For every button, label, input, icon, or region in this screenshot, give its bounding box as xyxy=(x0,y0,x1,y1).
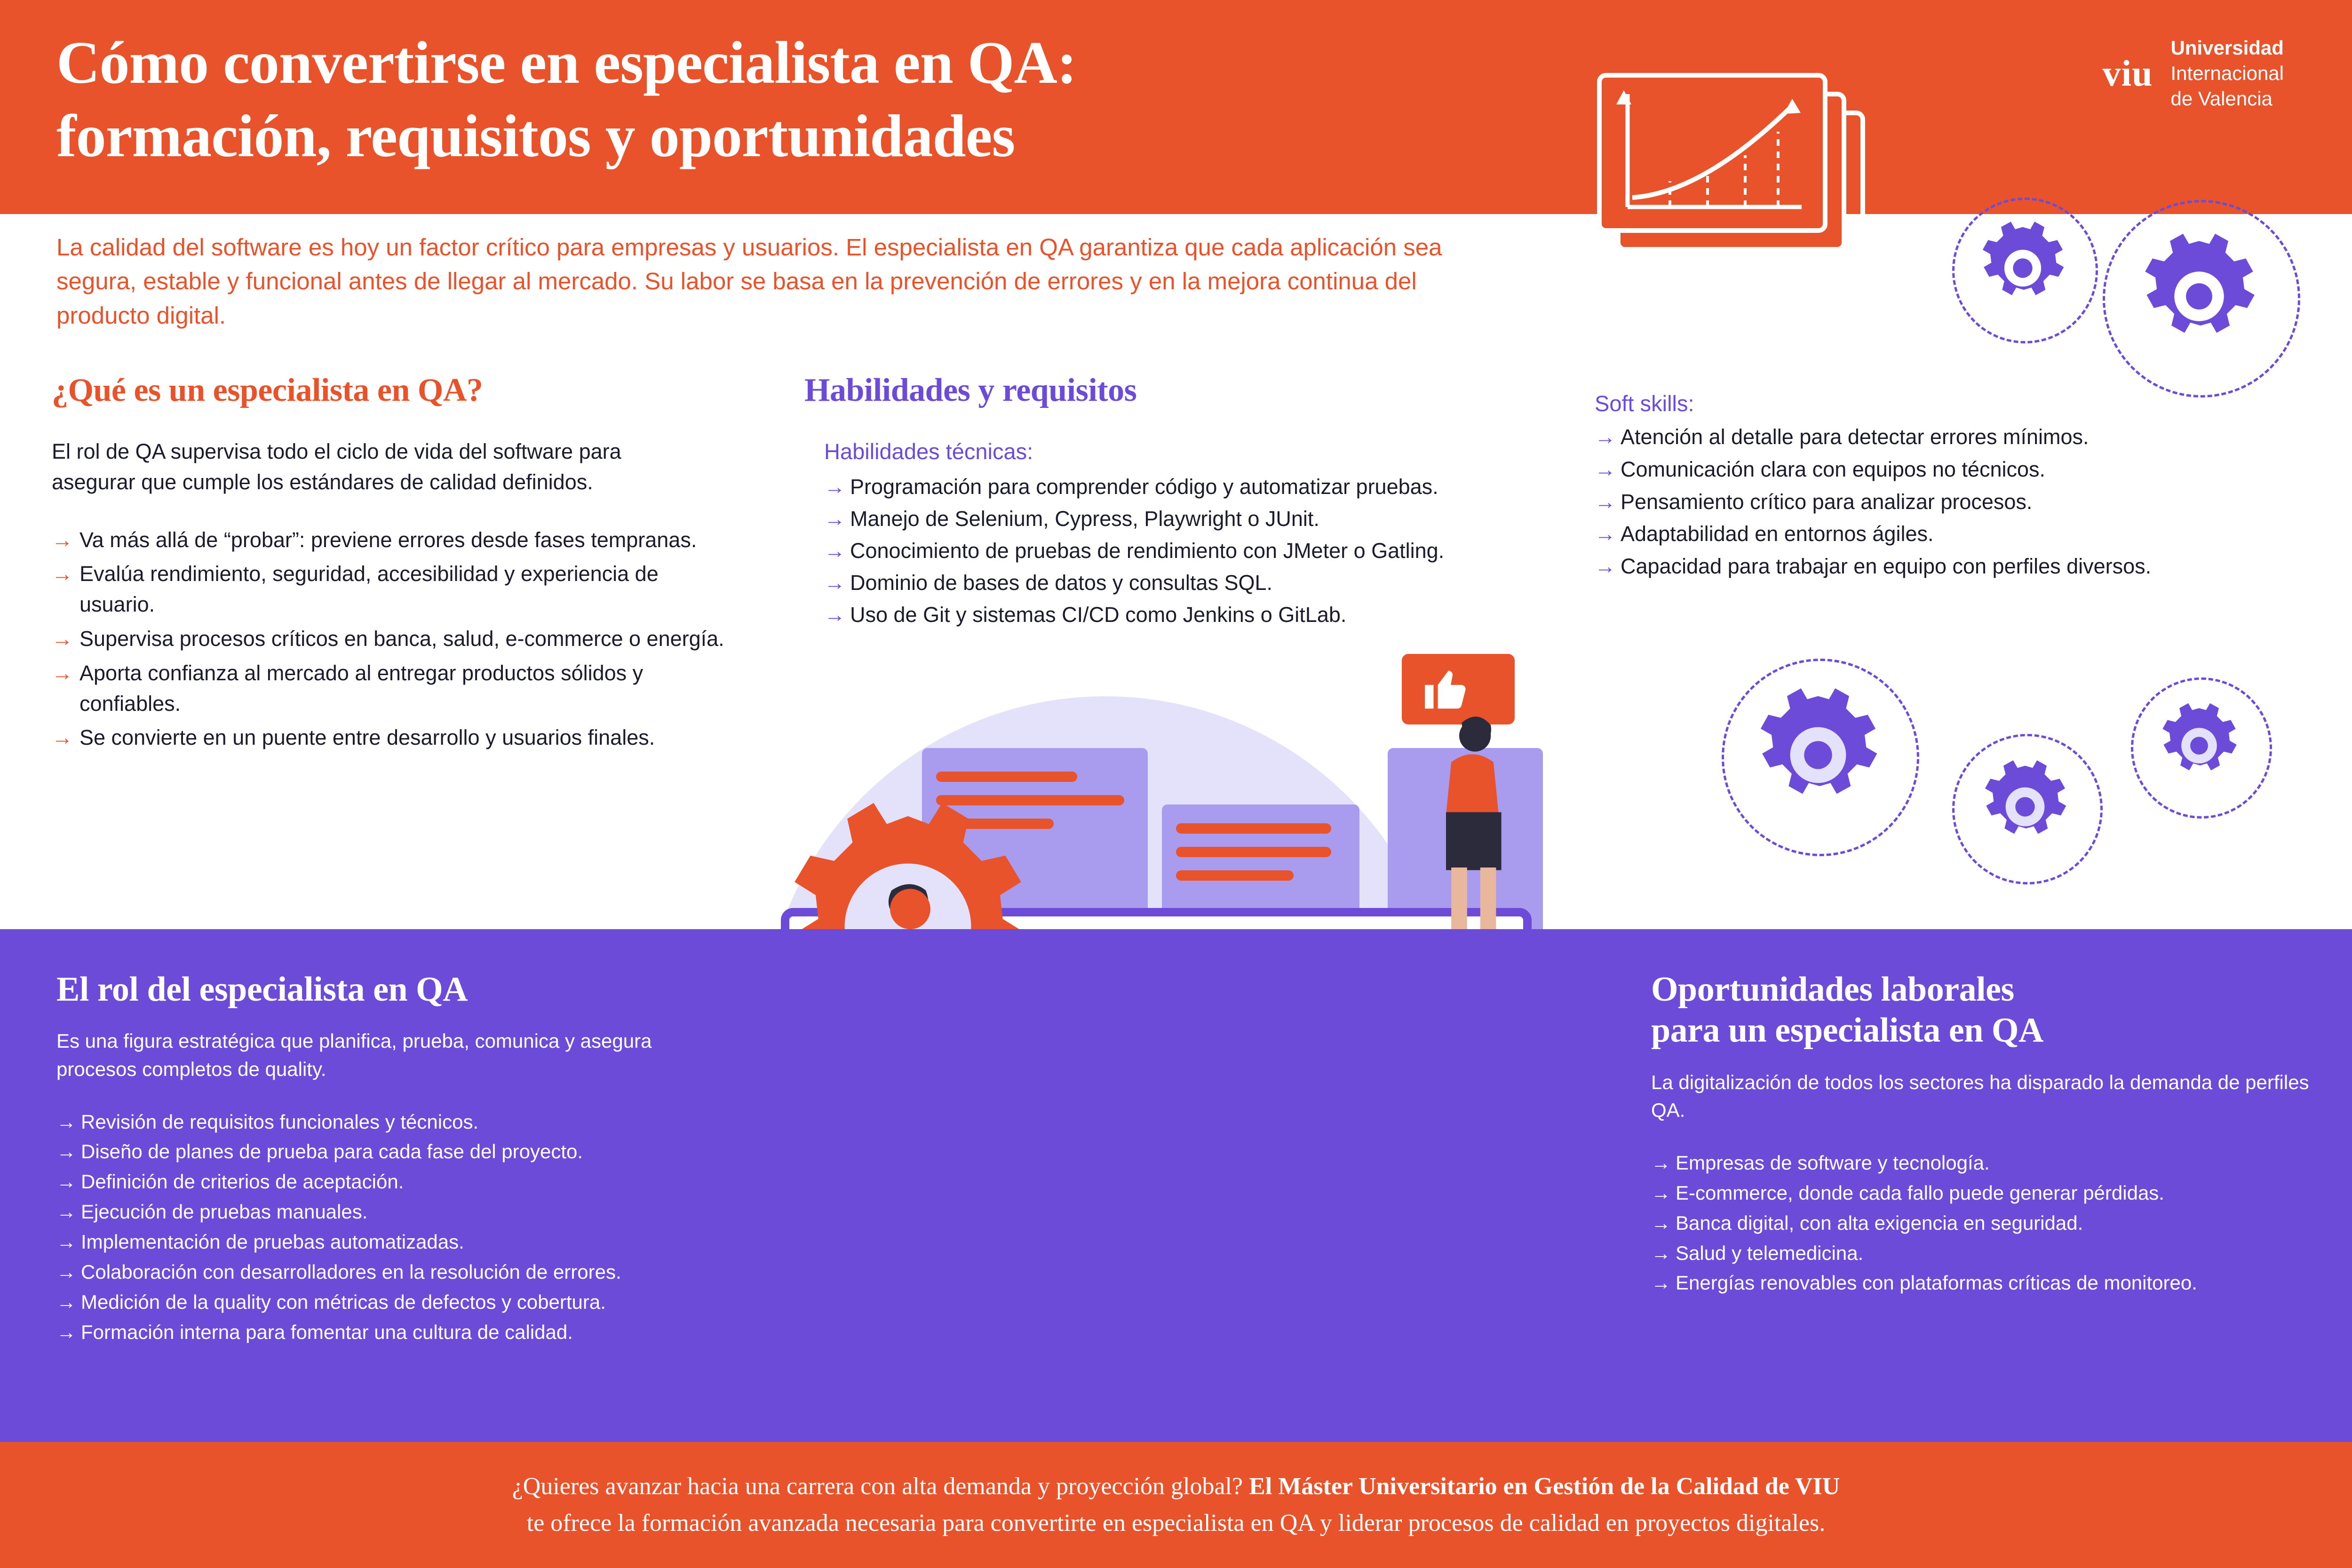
arrow-icon: → xyxy=(56,1231,76,1253)
dashed-ring-decor xyxy=(1952,198,2098,343)
arrow-icon: → xyxy=(1651,1242,1671,1264)
list-item-text: Manejo de Selenium, Cypress, Playwright o JUnit. xyxy=(850,506,1319,531)
list-item-text: Diseño de planes de prueba para cada fase del proyecto. xyxy=(81,1140,583,1163)
list-item xyxy=(56,1198,729,1226)
list-item xyxy=(52,658,724,719)
arrow-icon: → xyxy=(56,1140,76,1163)
arrow-icon: → xyxy=(1595,554,1616,579)
footer-line-1-bold: El Máster Universitario en Gestión de la Calidad de VIU xyxy=(1249,1473,1840,1500)
list-item xyxy=(52,723,724,753)
list-item xyxy=(52,624,724,654)
list-item xyxy=(824,600,1548,630)
arrow-icon: → xyxy=(56,1110,76,1133)
arrow-icon: → xyxy=(824,570,845,595)
footer-line-1-text: ¿Quieres avanzar hacia una carrera con alta demanda y proyección global? xyxy=(512,1473,1249,1500)
arrow-icon: → xyxy=(1595,489,1616,514)
page-title xyxy=(56,26,1562,173)
list-item xyxy=(824,536,1548,566)
header-bar xyxy=(0,0,2352,214)
list-item xyxy=(1651,1209,2319,1238)
intro-paragraph: La calidad del software es hoy un factor crítico para empresas y usuarios. El especialista en QA garantiza que cada aplicación sea segura, estable y funcional antes de llegar al mercado. Su labor se basa en la prevención de errores y en la mejora continua del producto digital. xyxy=(56,234,1442,329)
list-item xyxy=(824,472,1548,502)
list-item xyxy=(1651,1239,2319,1268)
list-item xyxy=(52,559,724,620)
arrow-icon: → xyxy=(52,626,73,651)
list-item xyxy=(56,1318,729,1347)
page-title-line1: Cómo convertirse en especialista en QA: xyxy=(56,29,1077,96)
list-item xyxy=(52,525,724,556)
logo-mark: viu xyxy=(2102,52,2153,94)
list-item xyxy=(1595,422,2310,453)
arrow-icon: → xyxy=(56,1201,76,1223)
logo-text xyxy=(2171,35,2284,111)
list-item xyxy=(56,1228,729,1257)
what-is-paragraph: El rol de QA supervisa todo el ciclo de vida del software para asegurar que cumple los estándares de calidad definidos. xyxy=(52,439,621,494)
list-item xyxy=(56,1288,729,1317)
arrow-icon: → xyxy=(56,1321,76,1343)
dashed-ring-decor xyxy=(2103,200,2300,398)
list-item-text: Dominio de bases de datos y consultas SQL. xyxy=(850,570,1273,595)
logo-line-1: Universidad xyxy=(2170,37,2284,59)
arrow-icon: → xyxy=(824,602,845,627)
list-item-text: Revisión de requisitos funcionales y técnicos. xyxy=(81,1110,479,1133)
arrow-icon: → xyxy=(52,725,73,750)
list-item xyxy=(56,1168,729,1196)
arrow-icon: → xyxy=(1595,457,1616,481)
list-item-text: Aporta confianza al mercado al entregar productos sólidos y confiables. xyxy=(79,661,644,716)
section-opportunities xyxy=(1651,969,2319,1299)
list-item xyxy=(1595,487,2310,517)
list-item-text: Medición de la quality con métricas de defectos y cobertura. xyxy=(81,1290,606,1313)
logo-line-3: de Valencia xyxy=(2170,87,2273,110)
arrow-icon: → xyxy=(56,1290,76,1313)
section-skills xyxy=(804,372,1548,631)
footer-line-2: te ofrece la formación avanzada necesaria para convertirte en especialista en QA y liderar procesos de calidad en proyectos digitales. xyxy=(526,1510,1826,1536)
arrow-icon: → xyxy=(824,475,845,499)
chart-icon xyxy=(1581,61,1929,282)
viu-logo xyxy=(2102,35,2284,111)
arrow-icon: → xyxy=(1651,1272,1671,1294)
list-item-text: Uso de Git y sistemas CI/CD como Jenkins o GitLab. xyxy=(850,602,1347,627)
arrow-icon: → xyxy=(52,661,73,685)
opportunities-heading-line2: para un especialista en QA xyxy=(1651,1011,2043,1050)
dashed-ring-decor xyxy=(2131,677,2272,819)
list-item-text: Se convierte en un puente entre desarrollo y usuarios finales. xyxy=(79,725,655,750)
list-item xyxy=(1595,551,2310,582)
list-item-text: Programación para comprender código y automatizar pruebas. xyxy=(850,475,1438,499)
list-item-text: Pensamiento crítico para analizar procesos. xyxy=(1621,489,2033,514)
list-item xyxy=(1651,1149,2319,1178)
footer-line-1 xyxy=(512,1468,1840,1505)
dashed-ring-decor xyxy=(1952,734,2103,884)
list-item-text: Energías renovables con plataformas críticas de monitoreo. xyxy=(1676,1272,2197,1294)
arrow-icon: → xyxy=(56,1261,76,1283)
list-item xyxy=(56,1258,729,1287)
arrow-icon: → xyxy=(824,538,845,563)
list-item xyxy=(1651,1179,2319,1208)
list-item-text: Banca digital, con alta exigencia en seguridad. xyxy=(1676,1211,2083,1234)
dashed-ring-decor xyxy=(1722,659,1919,856)
logo-line-2: Internacional xyxy=(2170,62,2284,84)
list-item-text: Implementación de pruebas automatizadas. xyxy=(81,1231,464,1253)
arrow-icon: → xyxy=(52,527,73,552)
list-item-text: Va más allá de “probar”: previene errores desde fases tempranas. xyxy=(79,527,697,552)
skills-heading: Habilidades y requisitos xyxy=(804,372,1137,408)
section-role xyxy=(56,969,729,1348)
list-item xyxy=(1651,1269,2319,1297)
list-item-text: Empresas de software y tecnología. xyxy=(1676,1151,1990,1174)
list-item xyxy=(1595,454,2310,485)
list-item-text: Comunicación clara con equipos no técnicos. xyxy=(1621,457,2046,481)
arrow-icon: → xyxy=(824,506,845,531)
arrow-icon: → xyxy=(52,562,73,586)
footer-cta xyxy=(0,1442,2352,1568)
list-item-text: Formación interna para fomentar una cultura de calidad. xyxy=(81,1321,573,1343)
list-item-text: Atención al detalle para detectar errores mínimos. xyxy=(1621,425,2089,449)
list-item xyxy=(824,568,1548,598)
page-title-line2: formación, requisitos y oportunidades xyxy=(56,103,1015,170)
server-line xyxy=(1176,823,1331,834)
opportunities-heading xyxy=(1651,969,2319,1051)
list-item xyxy=(56,1138,729,1166)
opportunities-bullets xyxy=(1651,1149,2319,1297)
arrow-icon: → xyxy=(1651,1211,1671,1234)
arrow-icon: → xyxy=(1595,425,1616,449)
list-item-text: Definición de criterios de aceptación. xyxy=(81,1170,404,1193)
list-item xyxy=(824,504,1548,534)
server-line xyxy=(1176,847,1331,857)
server-rack-mid xyxy=(1162,804,1359,913)
server-line xyxy=(936,772,1077,782)
arrow-icon: → xyxy=(1595,522,1616,546)
arrow-icon: → xyxy=(1651,1181,1671,1204)
list-item-text: Ejecución de pruebas manuales. xyxy=(81,1201,368,1223)
list-item-text: Supervisa procesos críticos en banca, salud, e-commerce o energía. xyxy=(79,626,724,651)
role-bullets xyxy=(56,1108,729,1347)
list-item-text: E-commerce, donde cada fallo puede generar pérdidas. xyxy=(1676,1181,2164,1204)
section-soft-skills xyxy=(1595,390,2310,584)
server-line xyxy=(1176,870,1294,881)
arrow-icon: → xyxy=(1651,1151,1671,1174)
role-paragraph: Es una figura estratégica que planifica, prueba, comunica y asegura procesos completos de quality. xyxy=(56,1030,652,1080)
arrow-icon: → xyxy=(56,1170,76,1193)
what-is-bullets xyxy=(52,525,724,754)
technical-skills-list xyxy=(824,472,1548,629)
what-is-heading: ¿Qué es un especialista en QA? xyxy=(52,372,483,408)
list-item-text: Conocimiento de pruebas de rendimiento con JMeter o Gatling. xyxy=(850,538,1445,563)
list-item-text: Colaboración con desarrolladores en la resolución de errores. xyxy=(81,1261,621,1283)
soft-skills-label: Soft skills: xyxy=(1595,391,1694,416)
list-item xyxy=(56,1108,729,1137)
opportunities-heading-line1: Oportunidades laborales xyxy=(1651,970,2014,1009)
list-item-text: Salud y telemedicina. xyxy=(1676,1242,1864,1264)
list-item xyxy=(1595,519,2310,549)
role-heading: El rol del especialista en QA xyxy=(56,970,468,1009)
person-standing xyxy=(1406,696,1538,960)
opportunities-paragraph: La digitalización de todos los sectores ha disparado la demanda de perfiles QA. xyxy=(1651,1071,2309,1122)
list-item-text: Evalúa rendimiento, seguridad, accesibilidad y experiencia de usuario. xyxy=(79,562,659,617)
technical-skills-label: Habilidades técnicas: xyxy=(824,439,1033,464)
list-item-text: Capacidad para trabajar en equipo con perfiles diversos. xyxy=(1621,554,2152,579)
soft-skills-list xyxy=(1595,422,2310,582)
section-what-is-qa xyxy=(52,372,724,757)
list-item-text: Adaptabilidad en entornos ágiles. xyxy=(1621,522,1934,546)
